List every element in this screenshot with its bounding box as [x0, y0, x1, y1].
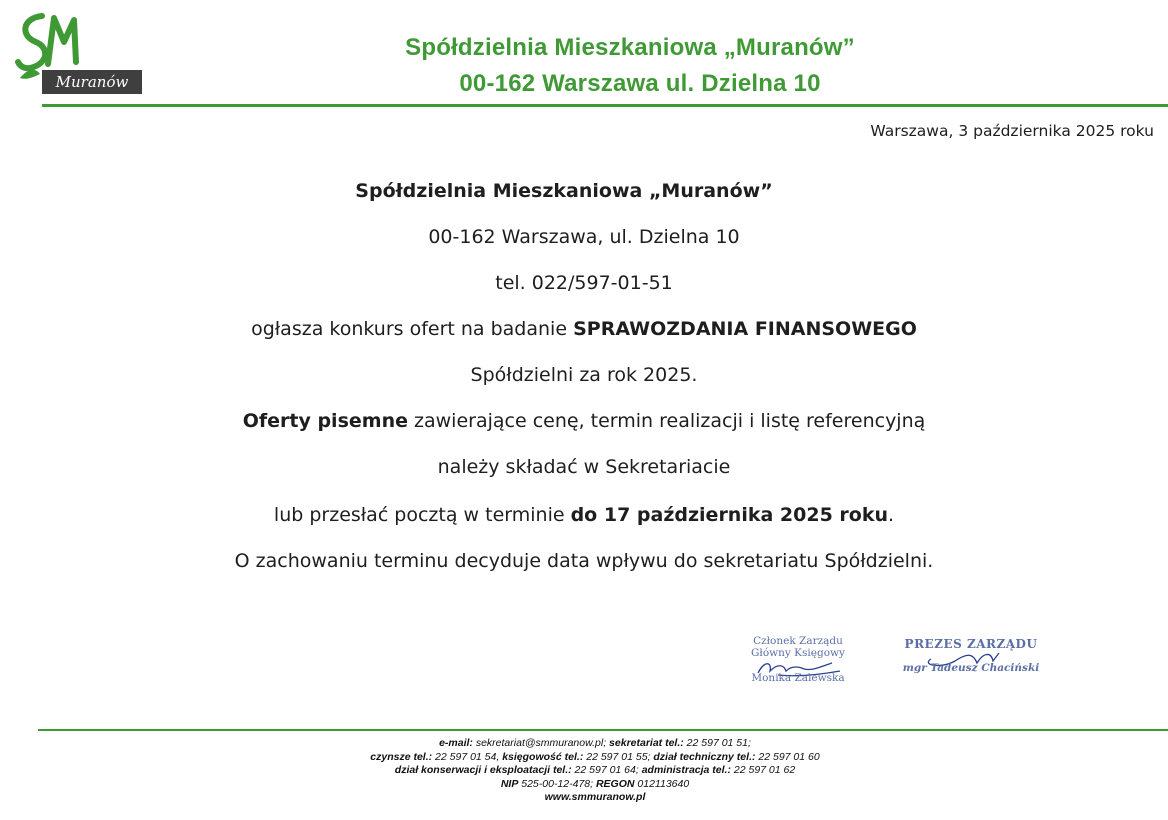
footer-contact [200, 737, 990, 805]
footer-divider [38, 729, 1168, 731]
stamp-role-president: PREZES ZARZĄDU [904, 637, 1038, 651]
administration-value: 22 597 01 62 [730, 764, 796, 776]
nip-value: 525-00-12-478; [518, 777, 596, 790]
offer-type: Oferty pisemne [242, 410, 408, 432]
announcement-subject: SPRAWOZDANIA FINANSOWEGO [573, 318, 917, 340]
deadline-date: do 17 października 2025 roku [570, 504, 889, 526]
nip-label: NIP [500, 777, 519, 790]
email-label: e-mail: [439, 737, 473, 749]
footer-website [200, 791, 990, 805]
maintenance-value: 22 597 01 64; [571, 764, 642, 776]
rent-value: 22 597 01 54, [432, 750, 503, 763]
announcement-text: ogłasza konkurs ofert na badanie [251, 318, 574, 340]
footer-line-maintenance [200, 764, 990, 778]
stamp-chief-accountant [738, 636, 858, 685]
footer-line-registry [200, 778, 990, 792]
website-link: www.smmuranow.pl [544, 791, 646, 803]
announcement-year: Spółdzielni za rok 2025. [470, 364, 698, 386]
submission-deadline [0, 504, 1168, 526]
technical-label: dział techniczny tel.: [653, 750, 756, 763]
maintenance-label: dział konserwacji i eksploatacji tel.: [394, 764, 572, 776]
footer-line-email [200, 737, 990, 751]
header-title-line2: 00-162 Warszawa ul. Dzielna 10 [459, 70, 821, 97]
org-phone: tel. 022/597-01-51 [495, 272, 673, 294]
stamp-role-board-member: Członek Zarządu [753, 635, 843, 647]
logo-wordmark: Muranów [42, 70, 142, 94]
stamp-name-zalewska: Monika Zalewska [751, 672, 845, 685]
stamp-role-accountant: Główny Księgowy [751, 646, 845, 659]
deadline-suffix: . [888, 504, 895, 526]
footer-line-departments [200, 751, 990, 765]
offer-contents: zawierające cenę, termin realizacji i listę referencyjną [407, 410, 926, 432]
letter-date: Warszawa, 3 października 2025 roku [870, 122, 1154, 140]
regon-value: 012113640 [634, 777, 690, 790]
stamp-president [898, 638, 1044, 675]
rent-label: czynsze tel.: [370, 750, 433, 763]
company-logo [14, 8, 132, 90]
stamp-name-chacinski: mgr Tadeusz Chaciński [902, 662, 1040, 675]
secretariat-value: 22 597 01 51; [683, 737, 751, 749]
org-name: Spółdzielnia Mieszkaniowa „Muranów” [355, 180, 773, 202]
org-address: 00-162 Warszawa, ul. Dzielna 10 [428, 226, 740, 248]
deadline-rule: O zachowaniu terminu decyduje data wpływu do sekretariatu Spółdzielni. [234, 550, 934, 572]
header-divider [42, 104, 1168, 107]
submission-place: należy składać w Sekretariacie [437, 456, 731, 478]
secretariat-label: sekretariat tel.: [609, 737, 684, 749]
regon-label: REGON [595, 777, 635, 790]
email-value: sekretariat@smmuranow.pl; [472, 737, 610, 749]
announcement-line [0, 318, 1168, 340]
header-title-line1: Spółdzielnia Mieszkaniowa „Muranów” [405, 34, 855, 61]
technical-value: 22 597 01 60 [755, 750, 820, 763]
administration-label: administracja tel.: [641, 764, 731, 776]
offer-requirements [0, 410, 1168, 432]
deadline-prefix: lub przesłać pocztą w terminie [273, 504, 571, 526]
accounting-label: księgowość tel.: [502, 750, 584, 763]
accounting-value: 22 597 01 55; [583, 750, 654, 763]
